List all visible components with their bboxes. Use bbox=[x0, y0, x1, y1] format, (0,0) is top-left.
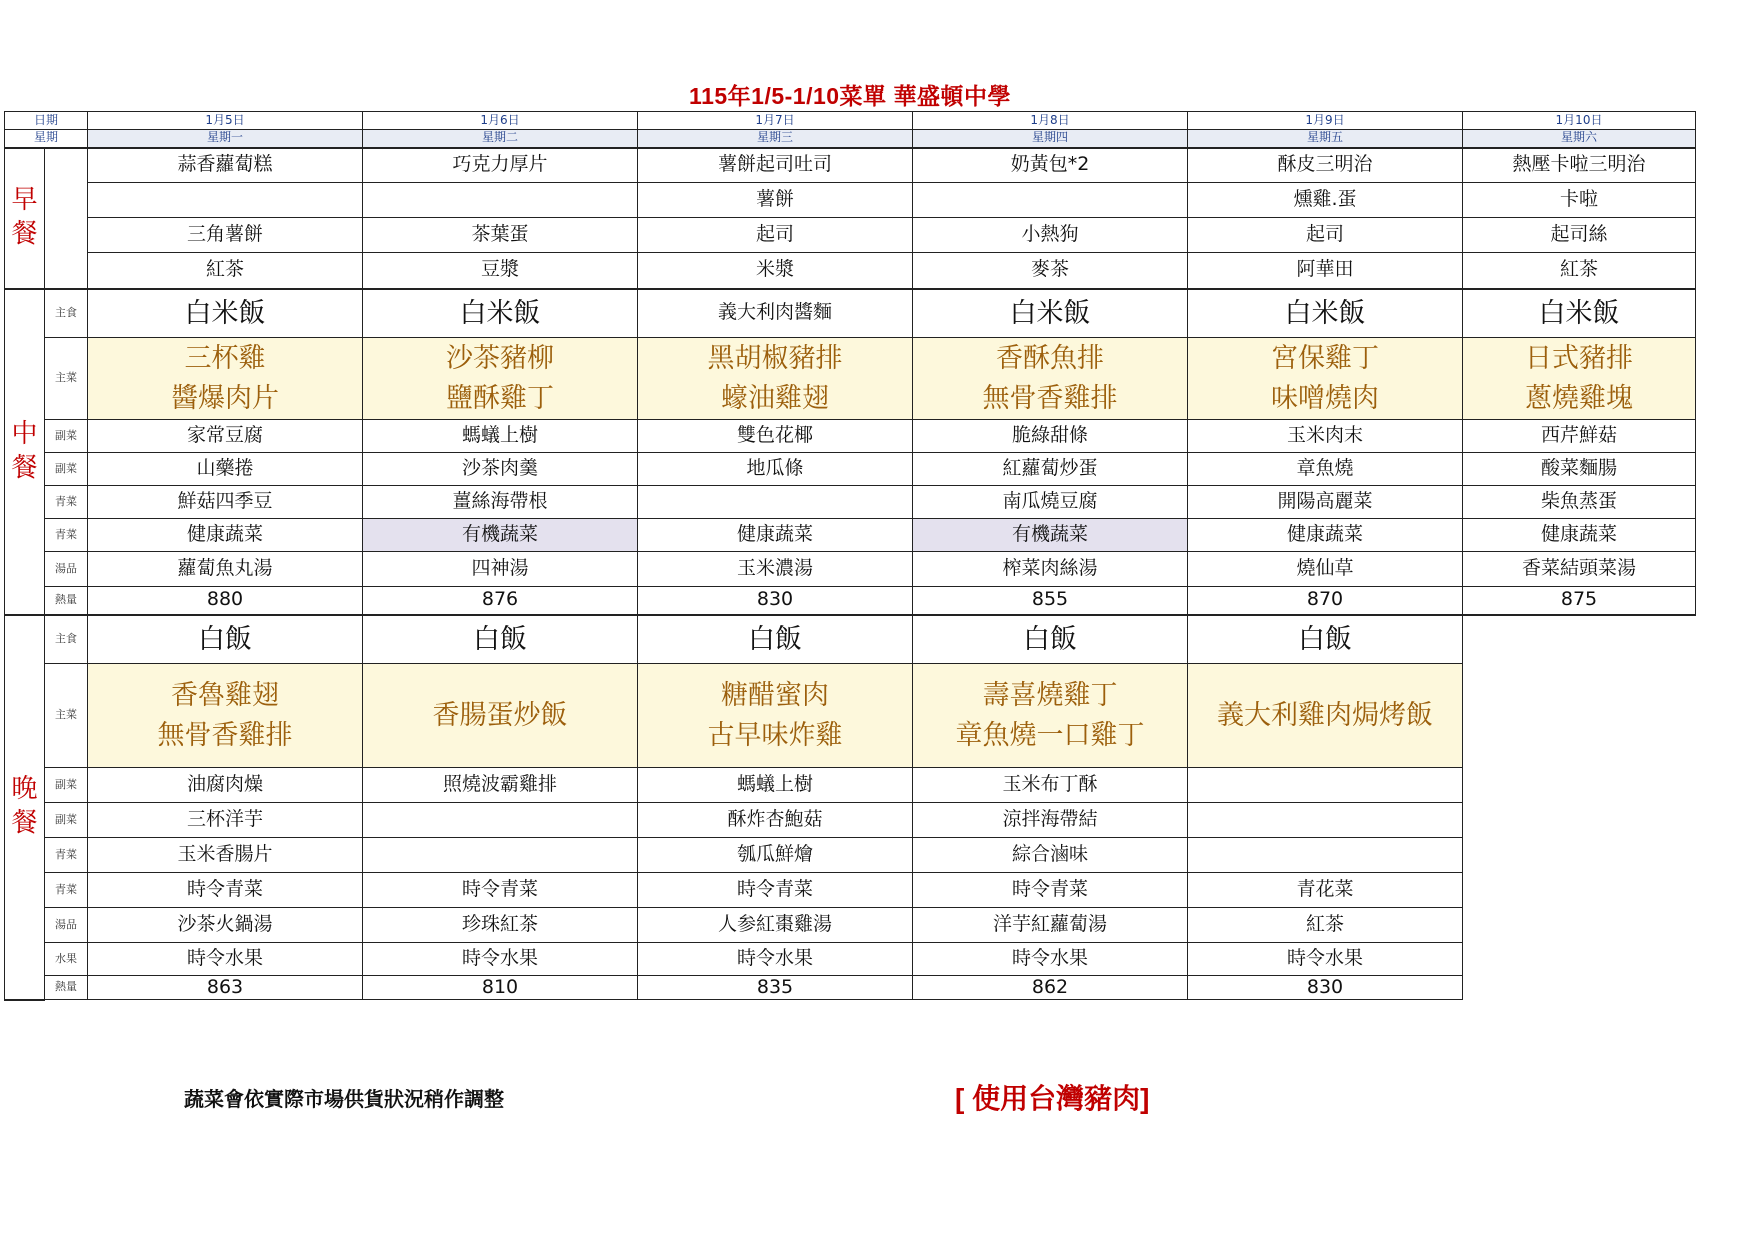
date-cell: 1月5日 bbox=[88, 112, 363, 130]
dinner-item: 時令水果 bbox=[363, 943, 638, 976]
breakfast-item: 熱壓卡啦三明治 bbox=[1463, 148, 1696, 183]
lunch-item: 健康蔬菜 bbox=[1188, 519, 1463, 552]
lunch-item: 有機蔬菜 bbox=[363, 519, 638, 552]
breakfast-item bbox=[363, 183, 638, 218]
main-dish-line: 香腸蛋炒飯 bbox=[432, 699, 568, 731]
dinner-label: 晚 餐 bbox=[5, 615, 45, 1000]
dinner-item: 酥炸杏鮑菇 bbox=[638, 803, 913, 838]
dinner-main-dish bbox=[363, 664, 638, 768]
breakfast-sub-label bbox=[45, 148, 88, 289]
dinner-item: 綜合滷味 bbox=[913, 838, 1188, 873]
dinner-item: 沙茶火鍋湯 bbox=[88, 908, 363, 943]
dinner-item bbox=[1188, 803, 1463, 838]
weekday-cell: 星期五 bbox=[1188, 130, 1463, 148]
dinner-item: 螞蟻上樹 bbox=[638, 768, 913, 803]
lunch-item: 玉米肉末 bbox=[1188, 420, 1463, 453]
dinner-staple: 白飯 bbox=[638, 615, 913, 664]
lunch-item: 雙色花椰 bbox=[638, 420, 913, 453]
category-label: 水果 bbox=[45, 943, 88, 976]
main-dish-line: 蔥燒雞塊 bbox=[1525, 382, 1633, 414]
dinner-main-dish bbox=[88, 664, 363, 768]
breakfast-item: 三角薯餅 bbox=[88, 218, 363, 253]
lunch-calories: 876 bbox=[363, 587, 638, 615]
lunch-item: 沙茶肉羹 bbox=[363, 453, 638, 486]
category-label: 副菜 bbox=[45, 453, 88, 486]
breakfast-item: 巧克力厚片 bbox=[363, 148, 638, 183]
breakfast-item: 麥茶 bbox=[913, 253, 1188, 289]
breakfast-item: 奶黃包*2 bbox=[913, 148, 1188, 183]
staple-label: 主食 bbox=[45, 289, 88, 338]
main-dish-label: 主菜 bbox=[45, 338, 88, 420]
weekday-label: 星期 bbox=[5, 130, 88, 148]
dinner-calories: 810 bbox=[363, 976, 638, 1000]
main-dish-line: 香酥魚排 bbox=[996, 343, 1104, 375]
main-dish-line: 糖醋蜜肉 bbox=[721, 680, 829, 712]
calorie-label: 熱量 bbox=[45, 976, 88, 1000]
lunch-item: 榨菜肉絲湯 bbox=[913, 552, 1188, 587]
menu-table bbox=[4, 111, 1696, 1001]
lunch-item: 薑絲海帶根 bbox=[363, 486, 638, 519]
breakfast-item: 茶葉蛋 bbox=[363, 218, 638, 253]
category-label: 青菜 bbox=[45, 519, 88, 552]
weekday-cell: 星期二 bbox=[363, 130, 638, 148]
lunch-item: 柴魚蒸蛋 bbox=[1463, 486, 1696, 519]
breakfast-item: 薯餅 bbox=[638, 183, 913, 218]
dinner-main-dish bbox=[913, 664, 1188, 768]
category-label: 副菜 bbox=[45, 803, 88, 838]
lunch-item: 螞蟻上樹 bbox=[363, 420, 638, 453]
dinner-staple: 白飯 bbox=[1188, 615, 1463, 664]
dinner-item: 油腐肉燥 bbox=[88, 768, 363, 803]
dinner-item: 時令青菜 bbox=[638, 873, 913, 908]
breakfast-item: 豆漿 bbox=[363, 253, 638, 289]
lunch-item: 家常豆腐 bbox=[88, 420, 363, 453]
main-dish-line: 鹽酥雞丁 bbox=[446, 382, 554, 414]
dinner-item: 時令青菜 bbox=[913, 873, 1188, 908]
dinner-item bbox=[363, 838, 638, 873]
category-label: 湯品 bbox=[45, 908, 88, 943]
dinner-item: 時令水果 bbox=[913, 943, 1188, 976]
breakfast-item: 紅茶 bbox=[1463, 253, 1696, 289]
dinner-main-dish bbox=[638, 664, 913, 768]
lunch-calories: 855 bbox=[913, 587, 1188, 615]
lunch-calories: 870 bbox=[1188, 587, 1463, 615]
lunch-item: 南瓜燒豆腐 bbox=[913, 486, 1188, 519]
weekday-cell: 星期四 bbox=[913, 130, 1188, 148]
breakfast-item: 起司 bbox=[1188, 218, 1463, 253]
main-dish-line: 蠔油雞翅 bbox=[721, 382, 829, 414]
dinner-staple: 白飯 bbox=[88, 615, 363, 664]
dinner-item: 時令青菜 bbox=[363, 873, 638, 908]
lunch-calories: 880 bbox=[88, 587, 363, 615]
dinner-item: 時令水果 bbox=[1188, 943, 1463, 976]
main-dish-line: 香魯雞翅 bbox=[171, 680, 279, 712]
lunch-staple: 白米飯 bbox=[1188, 289, 1463, 338]
breakfast-item bbox=[88, 183, 363, 218]
category-label: 青菜 bbox=[45, 838, 88, 873]
dinner-item: 人参紅棗雞湯 bbox=[638, 908, 913, 943]
category-label: 副菜 bbox=[45, 420, 88, 453]
dinner-item: 洋芋紅蘿蔔湯 bbox=[913, 908, 1188, 943]
main-dish-line: 無骨香雞排 bbox=[982, 382, 1118, 414]
weekday-cell: 星期一 bbox=[88, 130, 363, 148]
calorie-label: 熱量 bbox=[45, 587, 88, 615]
lunch-staple: 義大利肉醬麵 bbox=[638, 289, 913, 338]
lunch-item: 蘿蔔魚丸湯 bbox=[88, 552, 363, 587]
dinner-calories: 835 bbox=[638, 976, 913, 1000]
lunch-item: 西芹鮮菇 bbox=[1463, 420, 1696, 453]
main-dish-line: 沙茶豬柳 bbox=[446, 343, 554, 375]
lunch-staple: 白米飯 bbox=[913, 289, 1188, 338]
breakfast-label: 早 餐 bbox=[5, 148, 45, 289]
main-dish-line: 日式豬排 bbox=[1525, 343, 1633, 375]
dinner-calories: 863 bbox=[88, 976, 363, 1000]
lunch-staple: 白米飯 bbox=[88, 289, 363, 338]
breakfast-item: 小熱狗 bbox=[913, 218, 1188, 253]
lunch-main-dish bbox=[363, 338, 638, 420]
category-label: 湯品 bbox=[45, 552, 88, 587]
empty-area bbox=[1463, 615, 1696, 1000]
dinner-calories: 830 bbox=[1188, 976, 1463, 1000]
date-label: 日期 bbox=[5, 112, 88, 130]
breakfast-item: 米漿 bbox=[638, 253, 913, 289]
dinner-item bbox=[1188, 768, 1463, 803]
lunch-staple: 白米飯 bbox=[363, 289, 638, 338]
lunch-calories: 830 bbox=[638, 587, 913, 615]
dinner-staple: 白飯 bbox=[363, 615, 638, 664]
dinner-item: 瓠瓜鮮燴 bbox=[638, 838, 913, 873]
lunch-item: 開陽高麗菜 bbox=[1188, 486, 1463, 519]
main-dish-line: 三杯雞 bbox=[184, 343, 266, 375]
dinner-item: 玉米香腸片 bbox=[88, 838, 363, 873]
lunch-item: 地瓜條 bbox=[638, 453, 913, 486]
main-dish-line: 醬爆肉片 bbox=[171, 382, 279, 414]
lunch-item: 玉米濃湯 bbox=[638, 552, 913, 587]
dinner-item bbox=[1188, 838, 1463, 873]
dinner-item: 珍珠紅茶 bbox=[363, 908, 638, 943]
dinner-item: 照燒波霸雞排 bbox=[363, 768, 638, 803]
lunch-label: 中 餐 bbox=[5, 289, 45, 615]
weekday-cell: 星期六 bbox=[1463, 130, 1696, 148]
dinner-item: 三杯洋芋 bbox=[88, 803, 363, 838]
vegetable-supply-note: 蔬菜會依實際市場供貨狀況稍作調整 bbox=[184, 1089, 504, 1111]
main-dish-line: 無骨香雞排 bbox=[157, 719, 293, 751]
breakfast-item: 蒜香蘿蔔糕 bbox=[88, 148, 363, 183]
lunch-main-dish bbox=[913, 338, 1188, 420]
lunch-main-dish bbox=[638, 338, 913, 420]
category-label: 青菜 bbox=[45, 486, 88, 519]
dinner-staple: 白飯 bbox=[913, 615, 1188, 664]
category-label: 副菜 bbox=[45, 768, 88, 803]
lunch-item: 鮮菇四季豆 bbox=[88, 486, 363, 519]
breakfast-item: 起司絲 bbox=[1463, 218, 1696, 253]
lunch-item: 健康蔬菜 bbox=[88, 519, 363, 552]
main-dish-line: 味噌燒肉 bbox=[1271, 382, 1379, 414]
breakfast-item: 起司 bbox=[638, 218, 913, 253]
main-dish-line: 義大利雞肉焗烤飯 bbox=[1217, 699, 1433, 731]
breakfast-item: 阿華田 bbox=[1188, 253, 1463, 289]
date-cell: 1月7日 bbox=[638, 112, 913, 130]
date-cell: 1月6日 bbox=[363, 112, 638, 130]
lunch-item: 香菜結頭菜湯 bbox=[1463, 552, 1696, 587]
lunch-main-dish bbox=[1463, 338, 1696, 420]
page-title: 115年1/5-1/10菜單 華盛頓中學 bbox=[689, 83, 1011, 109]
lunch-staple: 白米飯 bbox=[1463, 289, 1696, 338]
breakfast-item: 薯餅起司吐司 bbox=[638, 148, 913, 183]
breakfast-item: 紅茶 bbox=[88, 253, 363, 289]
dinner-item: 青花菜 bbox=[1188, 873, 1463, 908]
main-dish-label: 主菜 bbox=[45, 664, 88, 768]
breakfast-item: 燻雞.蛋 bbox=[1188, 183, 1463, 218]
lunch-main-dish bbox=[1188, 338, 1463, 420]
lunch-item: 健康蔬菜 bbox=[638, 519, 913, 552]
date-cell: 1月10日 bbox=[1463, 112, 1696, 130]
dinner-item: 時令青菜 bbox=[88, 873, 363, 908]
dinner-item bbox=[363, 803, 638, 838]
dinner-item: 時令水果 bbox=[88, 943, 363, 976]
lunch-item bbox=[638, 486, 913, 519]
dinner-item: 時令水果 bbox=[638, 943, 913, 976]
main-dish-line: 壽喜燒雞丁 bbox=[982, 680, 1118, 712]
breakfast-item bbox=[913, 183, 1188, 218]
lunch-calories: 875 bbox=[1463, 587, 1696, 615]
staple-label: 主食 bbox=[45, 615, 88, 664]
main-dish-line: 宮保雞丁 bbox=[1271, 343, 1379, 375]
date-cell: 1月8日 bbox=[913, 112, 1188, 130]
breakfast-item: 酥皮三明治 bbox=[1188, 148, 1463, 183]
lunch-item: 燒仙草 bbox=[1188, 552, 1463, 587]
dinner-item: 涼拌海帶結 bbox=[913, 803, 1188, 838]
lunch-item: 脆綠甜條 bbox=[913, 420, 1188, 453]
breakfast-item: 卡啦 bbox=[1463, 183, 1696, 218]
dinner-main-dish bbox=[1188, 664, 1463, 768]
lunch-item: 有機蔬菜 bbox=[913, 519, 1188, 552]
main-dish-line: 黑胡椒豬排 bbox=[707, 343, 843, 375]
lunch-item: 山藥捲 bbox=[88, 453, 363, 486]
lunch-item: 紅蘿蔔炒蛋 bbox=[913, 453, 1188, 486]
lunch-item: 四神湯 bbox=[363, 552, 638, 587]
pork-origin-notice: [ 使用台灣豬肉] bbox=[955, 1083, 1150, 1114]
date-cell: 1月9日 bbox=[1188, 112, 1463, 130]
dinner-calories: 862 bbox=[913, 976, 1188, 1000]
lunch-item: 酸菜麵腸 bbox=[1463, 453, 1696, 486]
dinner-item: 紅茶 bbox=[1188, 908, 1463, 943]
lunch-main-dish bbox=[88, 338, 363, 420]
category-label: 青菜 bbox=[45, 873, 88, 908]
lunch-item: 健康蔬菜 bbox=[1463, 519, 1696, 552]
weekday-cell: 星期三 bbox=[638, 130, 913, 148]
dinner-item: 玉米布丁酥 bbox=[913, 768, 1188, 803]
lunch-item: 章魚燒 bbox=[1188, 453, 1463, 486]
main-dish-line: 章魚燒一口雞丁 bbox=[955, 719, 1145, 751]
main-dish-line: 古早味炸雞 bbox=[707, 719, 843, 751]
